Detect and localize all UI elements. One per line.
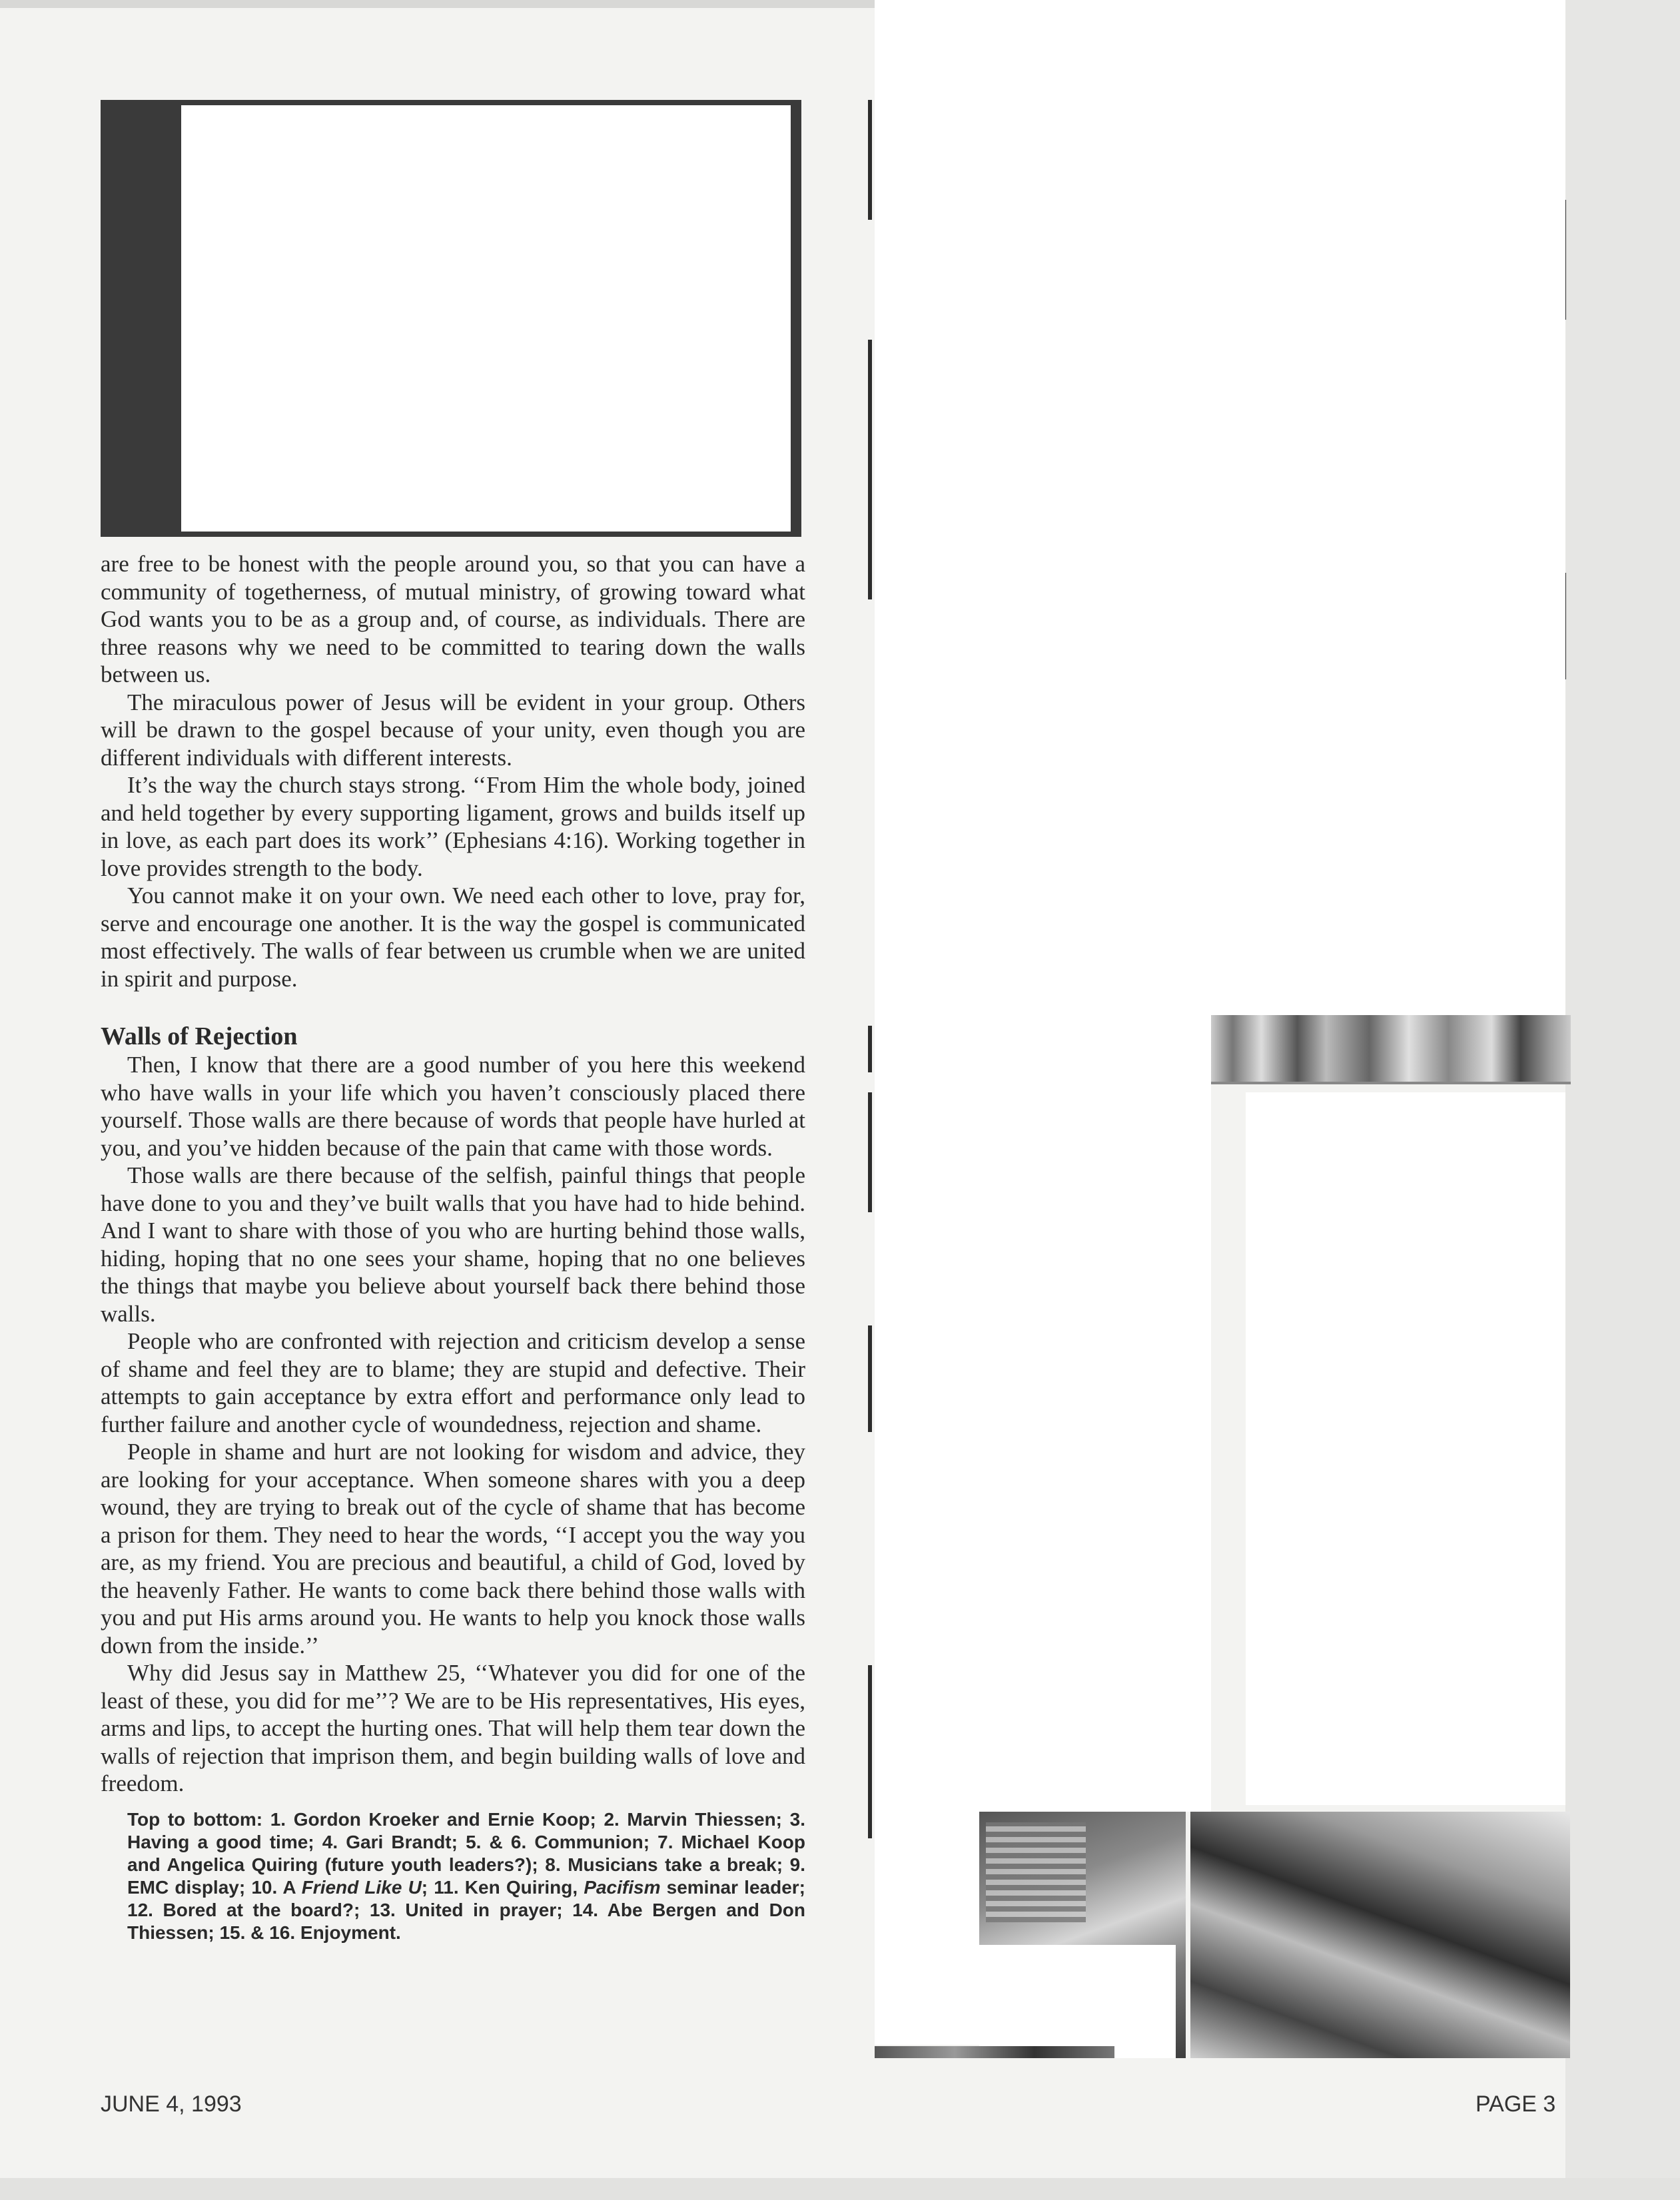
photo-crowd-strip: [1211, 1015, 1571, 1082]
body-paragraph: People in shame and hurt are not looking for wisdom and advice, they are looking for your acceptance. When someone shares with you a deep wound, they are trying to break out of the cycle of shame that has become a prison for them. They need to hear the words, ‘‘I accept you the way you are, as my friend. You are precious and beautiful, a child of God, loved by the heavenly Father. He wants to come back there behind those walls with you and put His arms around you. He wants to help you knock those walls down from the inside.’’: [101, 1439, 805, 1658]
caption-italic-pacifism: Pacifism: [584, 1876, 661, 1898]
scan-right-margin: [1565, 0, 1680, 2200]
photo-edge-line: [868, 1092, 872, 1212]
photo-blank-area: [1246, 1092, 1565, 1805]
photo-audience: [1190, 1812, 1570, 2058]
body-paragraph: are free to be honest with the people around you, so that you can have a community of togetherness, of mutual ministry, of growing toward what God wants you to be as a group and, of course, as individuals. There are three reasons why we need to be committed to tearing down the walls between us.: [101, 551, 805, 687]
photo-edge-line: [875, 2046, 1114, 2058]
photo-edge-line: [868, 340, 872, 599]
photo-emc-display: [979, 1812, 1186, 2058]
photo-caption: [101, 1808, 805, 1944]
photo-blank-area: [875, 1015, 1211, 1812]
photo-edge-line: [868, 1325, 872, 1432]
body-paragraph: You cannot make it on your own. We need each other to love, pray for, serve and encourage one another. It is the way the gospel is communicated most effectively. The walls of fear between us crumble when we are united in spirit and purpose.: [101, 883, 805, 992]
photo-blank-area: [875, 0, 1565, 1015]
body-paragraph: The miraculous power of Jesus will be evident in your group. Others will be drawn to the gospel because of your unity, even though you are different individuals with different interests.: [101, 689, 805, 771]
article-column: [101, 550, 805, 1944]
display-sign: [986, 1822, 1086, 1922]
photo-blank-area: [181, 105, 791, 532]
body-paragraph: Then, I know that there are a good number of you here this weekend who have walls in your life which you haven’t consciously placed there yourself. Those walls are there because of words that people have hurled at you, and you’ve hidden because of the pain that came with those words.: [101, 1052, 805, 1161]
caption-text-tail: seminar leader; 12. Bored at the board?; 13. United in prayer; 14. Abe Bergen and Don Thiessen; 15. & 16. Enjoyment.: [127, 1876, 805, 1943]
footer-date: JUNE 4, 1993: [101, 2091, 242, 2117]
scan-bottom-edge: [0, 2178, 1680, 2200]
photo-edge-line: [868, 1665, 872, 1838]
photo-blank-area: [979, 1945, 1176, 2058]
caption-text-lead: Top to bottom: 1. Gordon Kroeker and Ernie Koop; 2. Marvin Thiessen; 3. Having a good time; 4. Gari Brandt; 5. & 6. Communion; 7. Michael Koop and Angelica Quiring (future youth leaders?); 8. Musicians take a break; 9. EMC display; 10. A: [127, 1808, 805, 1898]
photo-edge-line: [868, 100, 872, 220]
footer-page-number: PAGE 3: [1475, 2091, 1556, 2117]
caption-italic-friend-like-u: Friend Like U: [301, 1876, 422, 1898]
section-heading: Walls of Rejection: [101, 1022, 298, 1050]
photo-edge-line: [868, 1026, 872, 1072]
photo-blank-area: [875, 1812, 979, 2045]
body-paragraph: Those walls are there because of the selfish, painful things that people have done to you and they’ve built walls that you have had to hide behind. And I want to share with those of you who are hurting behind those walls, hiding, hoping that no one sees your shame, hoping that no one believes the things that maybe you believe about yourself back there behind those walls.: [101, 1162, 805, 1327]
photo-top-left: [101, 100, 801, 537]
body-paragraph: People who are confronted with rejection and criticism develop a sense of shame and feel they are to blame; they are stupid and defective. Their attempts to gain acceptance by extra effort and performance only lead to further failure and another cycle of woundedness, rejection and shame.: [101, 1328, 805, 1437]
body-paragraph: Why did Jesus say in Matthew 25, ‘‘Whatever you did for one of the least of these, you did for me’’? We are to be His representatives, His eyes, arms and lips, to accept the hurting ones. That will help them tear down the walls of rejection that imprison them, and begin building walls of love and freedom.: [101, 1660, 805, 1796]
caption-text-mid: ; 11. Ken Quiring,: [421, 1876, 584, 1898]
body-paragraph: It’s the way the church stays strong. ‘‘From Him the whole body, joined and held together by every supporting ligament, grows and builds itself up in love, as each part does its work’’ (Ephesians 4:16). Working together in love provides strength to the body.: [101, 772, 805, 881]
